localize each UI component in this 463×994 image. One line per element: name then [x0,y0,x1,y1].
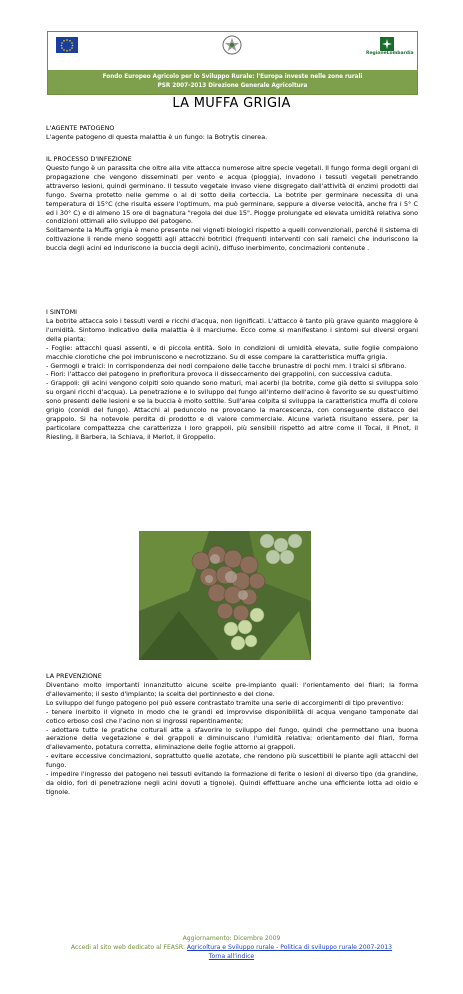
section-heading-prevenzione: LA PREVENZIONE [46,672,102,680]
footer-site-prefix: Accedi al sito web dedicato al FEASR: [70,944,187,951]
eu-flag-icon [56,37,78,53]
section-heading-agente: L'AGENTE PATOGENO [46,124,115,132]
index-link[interactable]: Torna all'indice [208,953,255,960]
section-heading-sintomi: I SINTOMI [46,308,77,316]
footer-update: Aggiornamento: Dicembre 2009 [182,935,281,942]
header-logos [48,32,417,70]
header-band-line-1: Fondo Europeo Agricolo per lo Sviluppo Rurale: l'Europa investe nelle zone rurali [102,74,363,80]
italian-republic-emblem-icon [221,34,243,56]
lombardia-rose-icon [380,36,394,50]
page-title: LA MUFFA GRIGIA [172,96,291,111]
section-text-agente: L'agente patogeno di questa malattia è un fungo: la Botrytis cinerea. [46,133,268,141]
section-text-processo: Questo fungo è un parassita che oltre alla vite attacca numerose altre specie vegetali. Il fungo forma degli organi di propagazione che vengono disseminati per vento e acqua (pioggia), invadono i tessuti vegetali penetrando attraverso lesioni, quindi germinano. Il tessuto vegetale invaso viene disgregato dall'attività di enzimi prodotti dal fungo. Sverna protetto nelle gemme o al di sotto della corteccia. La botrite per germinare necessita di una temperatura di 15°C (che risulta essere l'optimum, ma può germinare, seppure a diverse velocità, anche fra i 5° C ed i 30° C) e di almeno 15 ore di bagnatura "regola dei due 15". Piogge prolungate ed elevata umidità relativa sono condizioni ottimali allo sviluppo del patogeno. Solitamente la Muffa grigia è meno presente nei vigneti biologici rispetto a quelli convenzionali, perché il sistema di coltivazione li rende meno soggetti agli attacchi botritici (frequenti interventi con sali rameici che induriscono la buccia degli acini ed induriscono la buccia degli acini), diffuso inerbimento, concimazioni contenute . [46,164,418,253]
footer-site-line [0,944,463,953]
section-text-prevenzione: Diventano molto importanti innanzitutto alcune scelte pre-impianto quali: l'orientamento dei filari; la forma d'allevamento; il sesto d'impianto; la scelta del portinnesto e del clone. Lo sviluppo del fungo patogeno poi può essere contrastato tramite una serie di accorgimenti di tipo preventivo: - tenere inerbito il vigneto in modo che le grandi ed improvvise disponibilità di acqua vengano tamponate dal cotico erboso così che l'acino non si ingrossi repentinamente; - adottare tutte le pratiche colturali atte a sfavorire lo sviluppo del fungo, quindi che permettano una buona aerazione della vegetazione e dei grappoli e diminuiscano l'umidità relativa: orientamento dei filari, forma d'allevamento, potatura corretta, eliminazione delle foglie attorno ai grappoli. - evitare eccessive concimazioni, soprattutto quelle azotate, che rendono più suscettibili le piante agli attacchi del fungo. - impedire l'ingresso del patogeno nei tessuti evitando la formazione di ferite o lesioni di diverso tipo (da grandine, da oidio, fori di penetrazione negli acini dovuti a tignole). Quindi effettuare anche una efficiente lotta ad oidio e tignole. [46,681,418,796]
section-heading-processo: IL PROCESSO D'INFEZIONE [46,155,132,163]
botrytis-grapes-photo [139,531,311,660]
lombardia-logo-text: RegioneLombardia [366,51,414,56]
feasr-site-link[interactable]: Agricoltura e Sviluppo rurale - Politica di sviluppo rurale 2007-2013 [186,944,393,951]
page-header [47,31,418,95]
regione-lombardia-logo [366,36,414,62]
header-band [48,70,417,94]
header-band-line-2: PSR 2007-2013 Direzione Generale Agricoltura [157,83,308,89]
section-text-sintomi: La botrite attacca solo i tessuti verdi e ricchi d'acqua, non lignificati. L'attacco è tanto più grave quanto maggiore è l'umidità. Sintomo indicativo della malattia è il marciume. Ecco come si manifestano i sintomi sui diversi organi della pianta: - Foglie: attacchi quasi assenti, e di piccola entità. Solo in condizioni di umidità elevata, sulle foglie compaiono macchie clorotiche che poi imbruniscono e necrotizzano. Su di esse compare la caratteristica muffa grigia. - Germogli e tralci: in corrispondenza dei nodi compaiono delle tacche brunastre di pochi mm. I tralci si sfibrano. - Fiori: l'attacco del patogeno in prefioritura provoca il disseccamento dei grappolini, con successiva caduta. - Grappoli: gli acini vengono colpiti solo quando sono maturi, mai acerbi (la botrite, come già detto si sviluppa solo su organi ricchi d'acqua). La penetrazione e lo sviluppo del fungo all'interno dell'acino è favorito se su quest'ultimo sono presenti delle lesioni e se la buccia è molto sottile. Sull'area colpita si sviluppa la caratteristica muffa di colore grigio (conidi del fungo). Attacchi al peduncolo ne provocano la marcescenza, con conseguente distacco del grappolo. Si ha notevole perdita di prodotto e di valore commerciale. Alcune varietà risultano essere, per la particolare compattezza che caratterizza i loro grappoli, più sensibili rispetto ad altre come il Tocai, il Pinot, il Riesling, il Barbera, la Schiava, il Merlot, il Groppello. [46,317,418,441]
